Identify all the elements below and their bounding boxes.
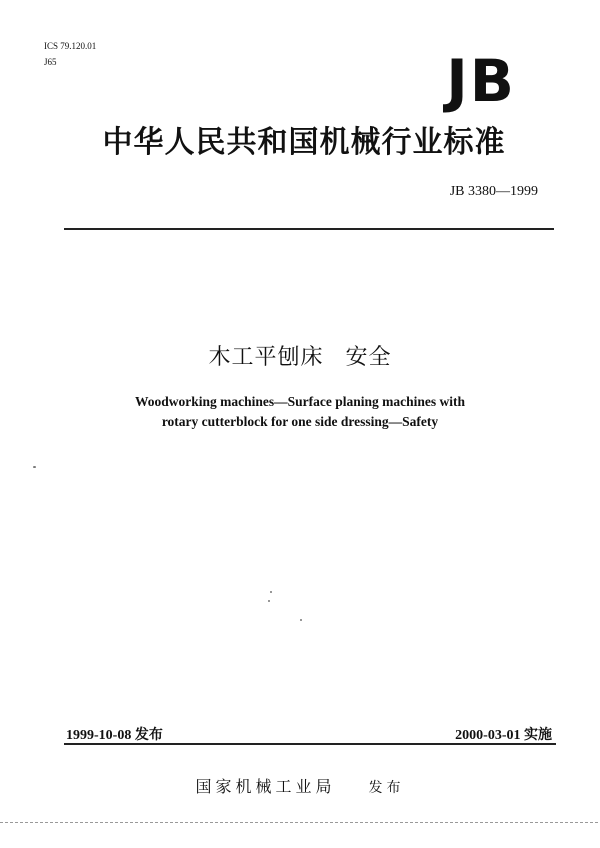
header-divider [64,228,554,230]
publish-label: 发布 [368,780,405,796]
scan-speck [268,600,270,602]
scan-speck [33,466,36,468]
issue-date: 1999-10-08 发布 [66,728,163,743]
issuing-authority [0,774,600,797]
ics-code: ICS 79.120.01 [44,41,97,51]
document-title-chinese: 木工平刨床 安全 [208,345,392,370]
standard-number: JB 3380—1999 [449,184,538,199]
scan-speck [300,619,302,621]
classification-code: J65 [44,57,57,67]
footer-divider [64,743,556,745]
jb-logo: JB [446,47,516,115]
issuer-name: 国家机械工业局 [195,777,336,796]
english-title-line-2: rotary cutterblock for one side dressing—Safety [161,414,439,429]
english-title-line-1: Woodworking machines—Surface planing machines with [134,394,466,409]
implementation-date: 2000-03-01 实施 [455,728,552,743]
document-title-english [60,392,540,432]
standard-title: 中华人民共和国机械行业标准 [102,125,506,160]
page-edge-line [0,822,600,823]
scan-speck [270,591,272,593]
